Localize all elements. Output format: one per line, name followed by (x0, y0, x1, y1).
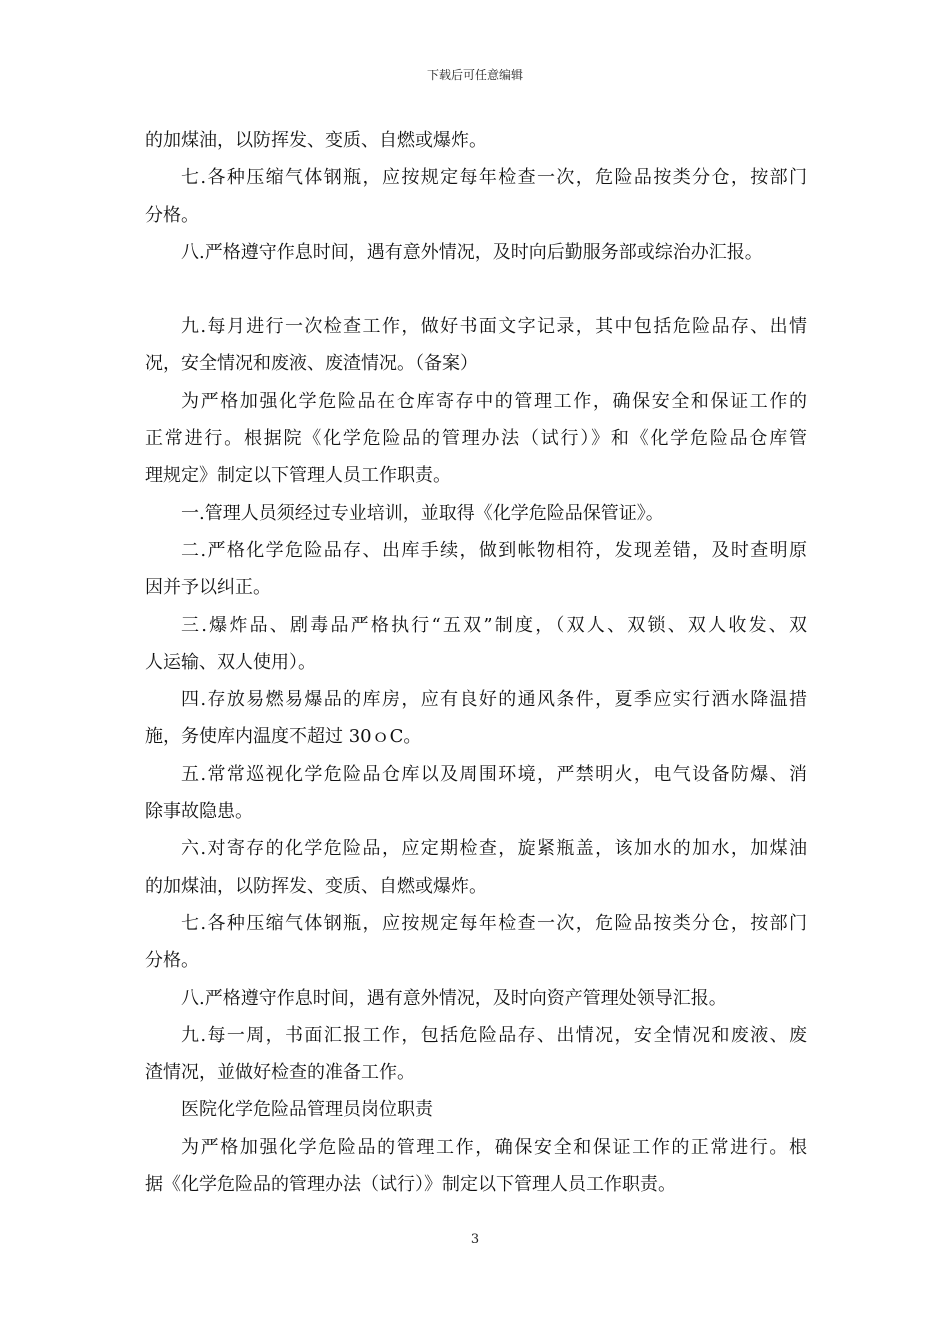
text-line: 据《化学危险品的管理办法（试行）》制定以下管理人员工作职责。 (145, 1174, 676, 1196)
text-line: 况，安全情况和废液、废渣情况。（备案） (145, 353, 478, 375)
section-heading: 医院化学危险品管理员岗位职责 (181, 1099, 433, 1121)
text-line: 为严格加强化学危险品的管理工作，确保安全和保证工作的正常进行。根 (181, 1136, 807, 1158)
text-line: 五.常常巡视化学危险品仓库以及周围环境，严禁明火，电气设备防爆、消 (181, 763, 807, 785)
text-line: 三.爆炸品、剧毒品严格执行“五双”制度，（双人、双锁、双人收发、双 (181, 614, 807, 636)
page-number: 3 (470, 1232, 480, 1247)
document-body (145, 122, 807, 1203)
text-line: 九.每一周，书面汇报工作，包括危险品存、出情况，安全情况和废液、废 (181, 1024, 807, 1046)
text-line: 理规定》制定以下管理人员工作职责。 (145, 465, 451, 487)
text-line: 九.每月进行一次检查工作，做好书面文字记录，其中包括危险品存、出情 (181, 316, 807, 338)
text-line: 七.各种压缩气体钢瓶，应按规定每年检查一次，危险品按类分仓，按部门 (181, 167, 807, 189)
text-line: 一.管理人员须经过专业培训，並取得《化学危险品保管证》。 (181, 502, 664, 524)
text-line: 人运输、双人使用）。 (145, 651, 316, 673)
text-line: 分格。 (145, 204, 199, 226)
page-header: 下载后可任意编辑 (426, 68, 523, 82)
text-line: 八.严格遵守作息时间，遇有意外情况，及时向后勤服务部或综治办汇报。 (181, 241, 763, 263)
text-line: 六.对寄存的化学危险品，应定期检查，旋紧瓶盖，该加水的加水，加煤油 (181, 838, 807, 860)
text-line: 的加煤油，以防挥发、变质、自燃或爆炸。 (145, 875, 487, 897)
text-line: 的加煤油，以防挥发、变质、自燃或爆炸。 (145, 130, 487, 151)
text-line: 因并予以纠正。 (145, 577, 271, 599)
text-line: 为严格加强化学危险品在仓库寄存中的管理工作，确保安全和保证工作的 (181, 390, 807, 412)
blank-line (145, 271, 807, 308)
text-line: 除事故隐患。 (145, 801, 253, 823)
text-line: 渣情况，並做好检查的准备工作。 (145, 1062, 415, 1084)
text-line: 四.存放易燃易爆品的库房，应有良好的通风条件，夏季应实行洒水降温措 (181, 689, 807, 711)
text-line: 八.严格遵守作息时间，遇有意外情况，及时向资产管理处领导汇报。 (181, 987, 727, 1009)
text-line: 七.各种压缩气体钢瓶，应按规定每年检查一次，危险品按类分仓，按部门 (181, 912, 807, 934)
text-line: 正常进行。根据院《化学危险品的管理办法（试行）》和《化学危险品仓库管 (145, 428, 807, 450)
text-line: 施，务使库内温度不超过 30ｏC。 (145, 726, 422, 748)
text-line: 分格。 (145, 950, 199, 972)
text-line: 二.严格化学危险品存、出库手续，做到帐物相符，发现差错，及时查明原 (181, 539, 807, 561)
